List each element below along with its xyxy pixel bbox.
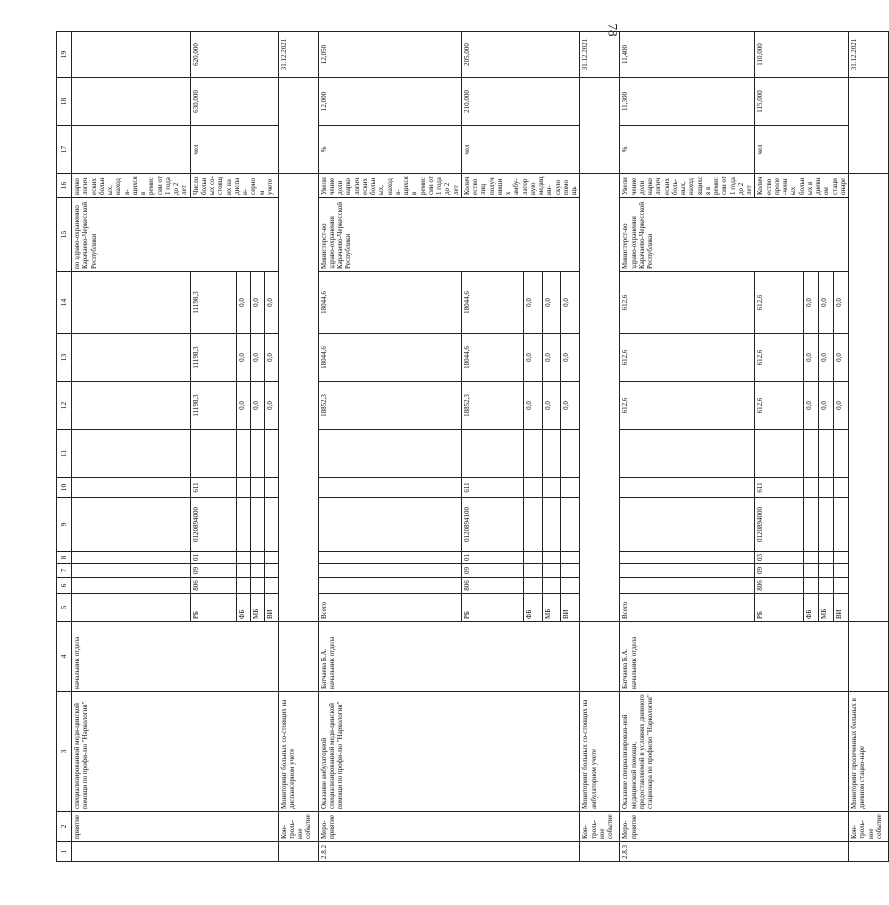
budget-code-cell (250, 552, 264, 564)
amount-cell: 18044,6 (318, 334, 461, 382)
indicator-value-2021: 210,000 (461, 78, 580, 126)
amount-cell (72, 382, 191, 430)
amount-cell: 0,0 (264, 382, 278, 430)
empty-indicators (580, 78, 620, 174)
budget-code-cell (318, 552, 461, 564)
column-number: 6 (57, 578, 72, 594)
indicator-name: Увеличение доли наркологических больных, находя-щихся в ремиссии от 1 года до 2 лет (318, 174, 461, 198)
budget-code-cell: 611 (190, 478, 236, 498)
funding-source: ФБ (523, 594, 542, 622)
budget-code-cell (236, 478, 250, 498)
funding-source: МБ (819, 594, 834, 622)
amount-cell: 0,0 (542, 272, 561, 334)
event-type: приятие (72, 812, 279, 842)
empty-indicators (849, 78, 889, 174)
budget-code-cell: 611 (755, 478, 804, 498)
responsible-person: Батчаева Б.А. начальник отдела (318, 622, 580, 692)
budget-code-cell (804, 564, 819, 578)
budget-code-cell: 09 (755, 564, 804, 578)
funding-source: ФБ (236, 594, 250, 622)
funding-source: МБ (542, 594, 561, 622)
amount-cell: 612,6 (620, 272, 755, 334)
budget-code-cell: 0120894000 (755, 498, 804, 552)
indicator-value-2021 (72, 78, 191, 126)
column-number: 13 (57, 334, 72, 382)
budget-code-cell (819, 498, 834, 552)
amount-cell: 18044,6 (461, 334, 523, 382)
budget-code-cell (264, 578, 278, 594)
amount-cell: 612,6 (755, 272, 804, 334)
amount-cell: 612,6 (620, 334, 755, 382)
amount-cell: 0,0 (804, 272, 819, 334)
budget-code-cell (236, 498, 250, 552)
amount-cell: 0,0 (264, 272, 278, 334)
budget-code-cell (561, 578, 580, 594)
control-event-row (278, 32, 318, 862)
budget-code-cell: 0120894000 (190, 498, 236, 552)
amount-cell: 0,0 (523, 382, 542, 430)
budget-code-cell (264, 552, 278, 564)
amount-cell: 0,0 (561, 272, 580, 334)
amount-cell: 612,6 (755, 334, 804, 382)
amount-cell: 0,0 (542, 334, 561, 382)
budget-code-cell (819, 564, 834, 578)
funding-source (72, 594, 191, 622)
table-row (72, 32, 191, 862)
event-name: Мониторинг пролеченных больных в дневном стацио-наре (849, 692, 889, 812)
budget-code-cell (834, 430, 849, 478)
budget-code-cell (318, 564, 461, 578)
funding-source: ВИ (264, 594, 278, 622)
table-row (620, 32, 755, 862)
empty-funding (849, 174, 889, 622)
budget-code-cell (620, 578, 755, 594)
budget-code-cell (523, 552, 542, 564)
row-number (580, 842, 620, 862)
budget-code-cell (72, 578, 191, 594)
column-number: 16 (57, 174, 72, 198)
amount-cell: 612,6 (620, 382, 755, 430)
budget-code-cell: 03 (755, 552, 804, 564)
budget-code-cell (318, 478, 461, 498)
indicator-name: наркологических больных, находя-щихся в ремиссии от 1 года до 2 лет (72, 174, 191, 198)
budget-code-cell (620, 498, 755, 552)
executor: по здраво-охранению Карачаево-Черкесской Республики (72, 198, 279, 272)
indicator-value-2022: 205,000 (461, 32, 580, 78)
budget-code-cell (542, 498, 561, 552)
rotated-table-container (56, 36, 883, 862)
indicator-name: Количество проле-ченных больных в дневном стационаре (755, 174, 849, 198)
column-number: 7 (57, 564, 72, 578)
funding-source: ВИ (561, 594, 580, 622)
indicator-value-2022: 11,400 (620, 32, 755, 78)
budget-code-cell (72, 430, 191, 478)
indicator-value-2021: 115,000 (755, 78, 849, 126)
row-number: 2.8.2 (318, 842, 580, 862)
budget-code-cell (804, 498, 819, 552)
funding-source: ФБ (804, 594, 819, 622)
control-date: 31.12.2021 (580, 32, 620, 78)
budget-code-cell (523, 564, 542, 578)
amount-cell: 0,0 (804, 382, 819, 430)
budget-code-cell (250, 478, 264, 498)
budget-code-cell (561, 478, 580, 498)
budget-code-cell (523, 478, 542, 498)
funding-source: МБ (250, 594, 264, 622)
amount-cell: 0,0 (236, 334, 250, 382)
budget-code-cell (264, 430, 278, 478)
executor: Министерст-во здраво-охранения Карачаево-Черкесской Республики (318, 198, 580, 272)
amount-cell: 0,0 (523, 334, 542, 382)
amount-cell: 0,0 (542, 382, 561, 430)
column-number: 8 (57, 552, 72, 564)
budget-code-cell (542, 578, 561, 594)
budget-code-cell (804, 552, 819, 564)
budget-code-cell (236, 430, 250, 478)
budget-code-cell (523, 498, 542, 552)
column-number: 4 (57, 622, 72, 692)
budget-code-cell (250, 564, 264, 578)
indicator-unit (72, 126, 191, 174)
empty-funding (580, 174, 620, 622)
budget-code-cell (72, 478, 191, 498)
column-number: 5 (57, 594, 72, 622)
amount-cell: 0,0 (264, 334, 278, 382)
funding-source: Всего (318, 594, 461, 622)
budget-code-cell: 806 (755, 578, 804, 594)
indicator-unit: чел (190, 126, 278, 174)
amount-cell: 0,0 (834, 382, 849, 430)
indicator-value-2022 (72, 32, 191, 78)
budget-code-cell: 09 (190, 564, 236, 578)
budget-code-cell (318, 498, 461, 552)
budget-code-cell (318, 578, 461, 594)
column-number: 9 (57, 498, 72, 552)
budget-code-cell (72, 552, 191, 564)
budget-code-cell: 01 (190, 552, 236, 564)
amount-cell: 11198,3 (190, 272, 236, 334)
amount-cell (72, 272, 191, 334)
control-date: 31.12.2021 (278, 32, 318, 78)
budget-code-cell (461, 430, 523, 478)
budget-code-cell (561, 430, 580, 478)
budget-code-cell (804, 578, 819, 594)
budget-code-cell (834, 578, 849, 594)
amount-cell: 0,0 (561, 334, 580, 382)
event-type: Меро-приятие (620, 812, 849, 842)
indicator-value-2022: 620,000 (190, 32, 278, 78)
budget-code-cell (264, 478, 278, 498)
row-number (278, 842, 318, 862)
column-number: 17 (57, 126, 72, 174)
budget-code-cell (834, 564, 849, 578)
budget-code-cell (620, 552, 755, 564)
amount-cell: 0,0 (561, 382, 580, 430)
responsible-person (849, 622, 889, 692)
budget-code-cell (72, 498, 191, 552)
indicator-unit: чел (461, 126, 580, 174)
amount-cell: 0,0 (819, 272, 834, 334)
row-number (72, 842, 279, 862)
budget-code-cell (250, 498, 264, 552)
budget-code-cell (561, 552, 580, 564)
column-number: 11 (57, 430, 72, 478)
amount-cell: 18852,3 (461, 382, 523, 430)
amount-cell: 18044,6 (461, 272, 523, 334)
budget-code-cell (620, 478, 755, 498)
control-date: 31.12.2021 (849, 32, 889, 78)
budget-code-cell (236, 552, 250, 564)
budget-code-cell (264, 564, 278, 578)
column-number: 1 (57, 842, 72, 862)
budget-code-cell (755, 430, 804, 478)
indicator-value-2021: 630,000 (190, 78, 278, 126)
budget-code-cell (318, 430, 461, 478)
amount-cell: 0,0 (236, 272, 250, 334)
event-type: Меро-приятие (318, 812, 580, 842)
empty-indicators (278, 78, 318, 174)
budget-code-cell (250, 578, 264, 594)
amount-cell: 0,0 (236, 382, 250, 430)
indicator-value-2022: 12,050 (318, 32, 461, 78)
column-number-row (57, 32, 72, 862)
indicator-unit: чел (755, 126, 849, 174)
responsible-person: начальник отдела (72, 622, 279, 692)
event-name: специализированной меди-цинской помощи по профи-лю "Наркология" (72, 692, 279, 812)
budget-code-cell (804, 430, 819, 478)
amount-cell: 0,0 (250, 272, 264, 334)
amount-cell: 18852,3 (318, 382, 461, 430)
budget-code-cell (72, 564, 191, 578)
column-number: 12 (57, 382, 72, 430)
amount-cell: 0,0 (834, 334, 849, 382)
amount-cell: 612,6 (755, 382, 804, 430)
event-type: Кон-троль-ное событие (849, 812, 889, 842)
event-name: Мониторинг больных со-стоящих на амбулаторном учете (580, 692, 620, 812)
budget-code-cell: 611 (461, 478, 523, 498)
funding-source: ВИ (834, 594, 849, 622)
indicator-unit: % (620, 126, 755, 174)
column-number: 2 (57, 812, 72, 842)
budget-code-cell (620, 430, 755, 478)
responsible-person (580, 622, 620, 692)
empty-funding (278, 174, 318, 622)
indicator-unit: % (318, 126, 461, 174)
column-number: 19 (57, 32, 72, 78)
indicator-value-2021: 12,000 (318, 78, 461, 126)
funding-source: РБ (755, 594, 804, 622)
indicator-name: Число больных со-стоящих на диспан-серном учете (190, 174, 278, 198)
control-event-row (849, 32, 889, 862)
funding-source: Всего (620, 594, 755, 622)
event-name: Оказание амбулаторной специализированной меди-цинской помощи по профи-лю "Наркология" (318, 692, 580, 812)
budget-code-cell: 01 (461, 552, 523, 564)
amount-cell: 0,0 (804, 334, 819, 382)
budget-code-cell (250, 430, 264, 478)
budget-code-cell (819, 478, 834, 498)
column-number: 10 (57, 478, 72, 498)
amount-cell: 0,0 (523, 272, 542, 334)
amount-cell: 0,0 (834, 272, 849, 334)
row-number (849, 842, 889, 862)
budget-code-cell: 806 (461, 578, 523, 594)
budget-code-cell (620, 564, 755, 578)
program-table (56, 31, 889, 862)
indicator-name: Увеличение доли наркологических боль-ных, находящихся в ремиссии от 1 года до 2 лет (620, 174, 755, 198)
responsible-person: Батчаева Б.А. начальник отдела (620, 622, 849, 692)
executor: Министерст-во здраво-охранения Карачаево-Черкесской Республики (620, 198, 849, 272)
column-number: 14 (57, 272, 72, 334)
amount-cell: 0,0 (819, 334, 834, 382)
budget-code-cell (523, 578, 542, 594)
budget-code-cell (542, 564, 561, 578)
funding-source: РБ (461, 594, 523, 622)
budget-code-cell (236, 578, 250, 594)
control-event-row (580, 32, 620, 862)
row-number: 2.8.3 (620, 842, 849, 862)
budget-code-cell (264, 498, 278, 552)
budget-code-cell (542, 478, 561, 498)
budget-code-cell (236, 564, 250, 578)
budget-code-cell (819, 578, 834, 594)
indicator-name: Количество лиц получивших амбу-латорную медицин-скую помощь (461, 174, 580, 198)
amount-cell: 0,0 (250, 334, 264, 382)
event-type: Кон-троль-ное событие (580, 812, 620, 842)
event-type: Кон-троль-ное событие (278, 812, 318, 842)
budget-code-cell (819, 552, 834, 564)
table-row (318, 32, 461, 862)
budget-code-cell (834, 478, 849, 498)
budget-code-cell (561, 498, 580, 552)
column-number: 15 (57, 198, 72, 272)
column-number: 18 (57, 78, 72, 126)
budget-code-cell (834, 552, 849, 564)
budget-code-cell (804, 478, 819, 498)
responsible-person (278, 622, 318, 692)
budget-code-cell: 806 (190, 578, 236, 594)
event-name: Оказание специализирован-ной медицинской помощи, предоставляемой в условиях дневного стационара по профилю "Наркология" (620, 692, 849, 812)
budget-code-cell (561, 564, 580, 578)
budget-code-cell: 09 (461, 564, 523, 578)
amount-cell: 11198,3 (190, 382, 236, 430)
event-name: Мониторинг больных со-стоящих на диспансерном учете (278, 692, 318, 812)
amount-cell (72, 334, 191, 382)
page-number: 78 (605, 23, 621, 37)
funding-source: РБ (190, 594, 236, 622)
amount-cell: 0,0 (250, 382, 264, 430)
amount-cell: 0,0 (819, 382, 834, 430)
budget-code-cell (542, 552, 561, 564)
indicator-value-2021: 11,300 (620, 78, 755, 126)
budget-code-cell (819, 430, 834, 478)
indicator-value-2022: 110,000 (755, 32, 849, 78)
column-number: 3 (57, 692, 72, 812)
budget-code-cell (190, 430, 236, 478)
budget-code-cell (834, 498, 849, 552)
amount-cell: 18044,6 (318, 272, 461, 334)
amount-cell: 11198,3 (190, 334, 236, 382)
budget-code-cell (542, 430, 561, 478)
budget-code-cell: 0120894100 (461, 498, 523, 552)
budget-code-cell (523, 430, 542, 478)
